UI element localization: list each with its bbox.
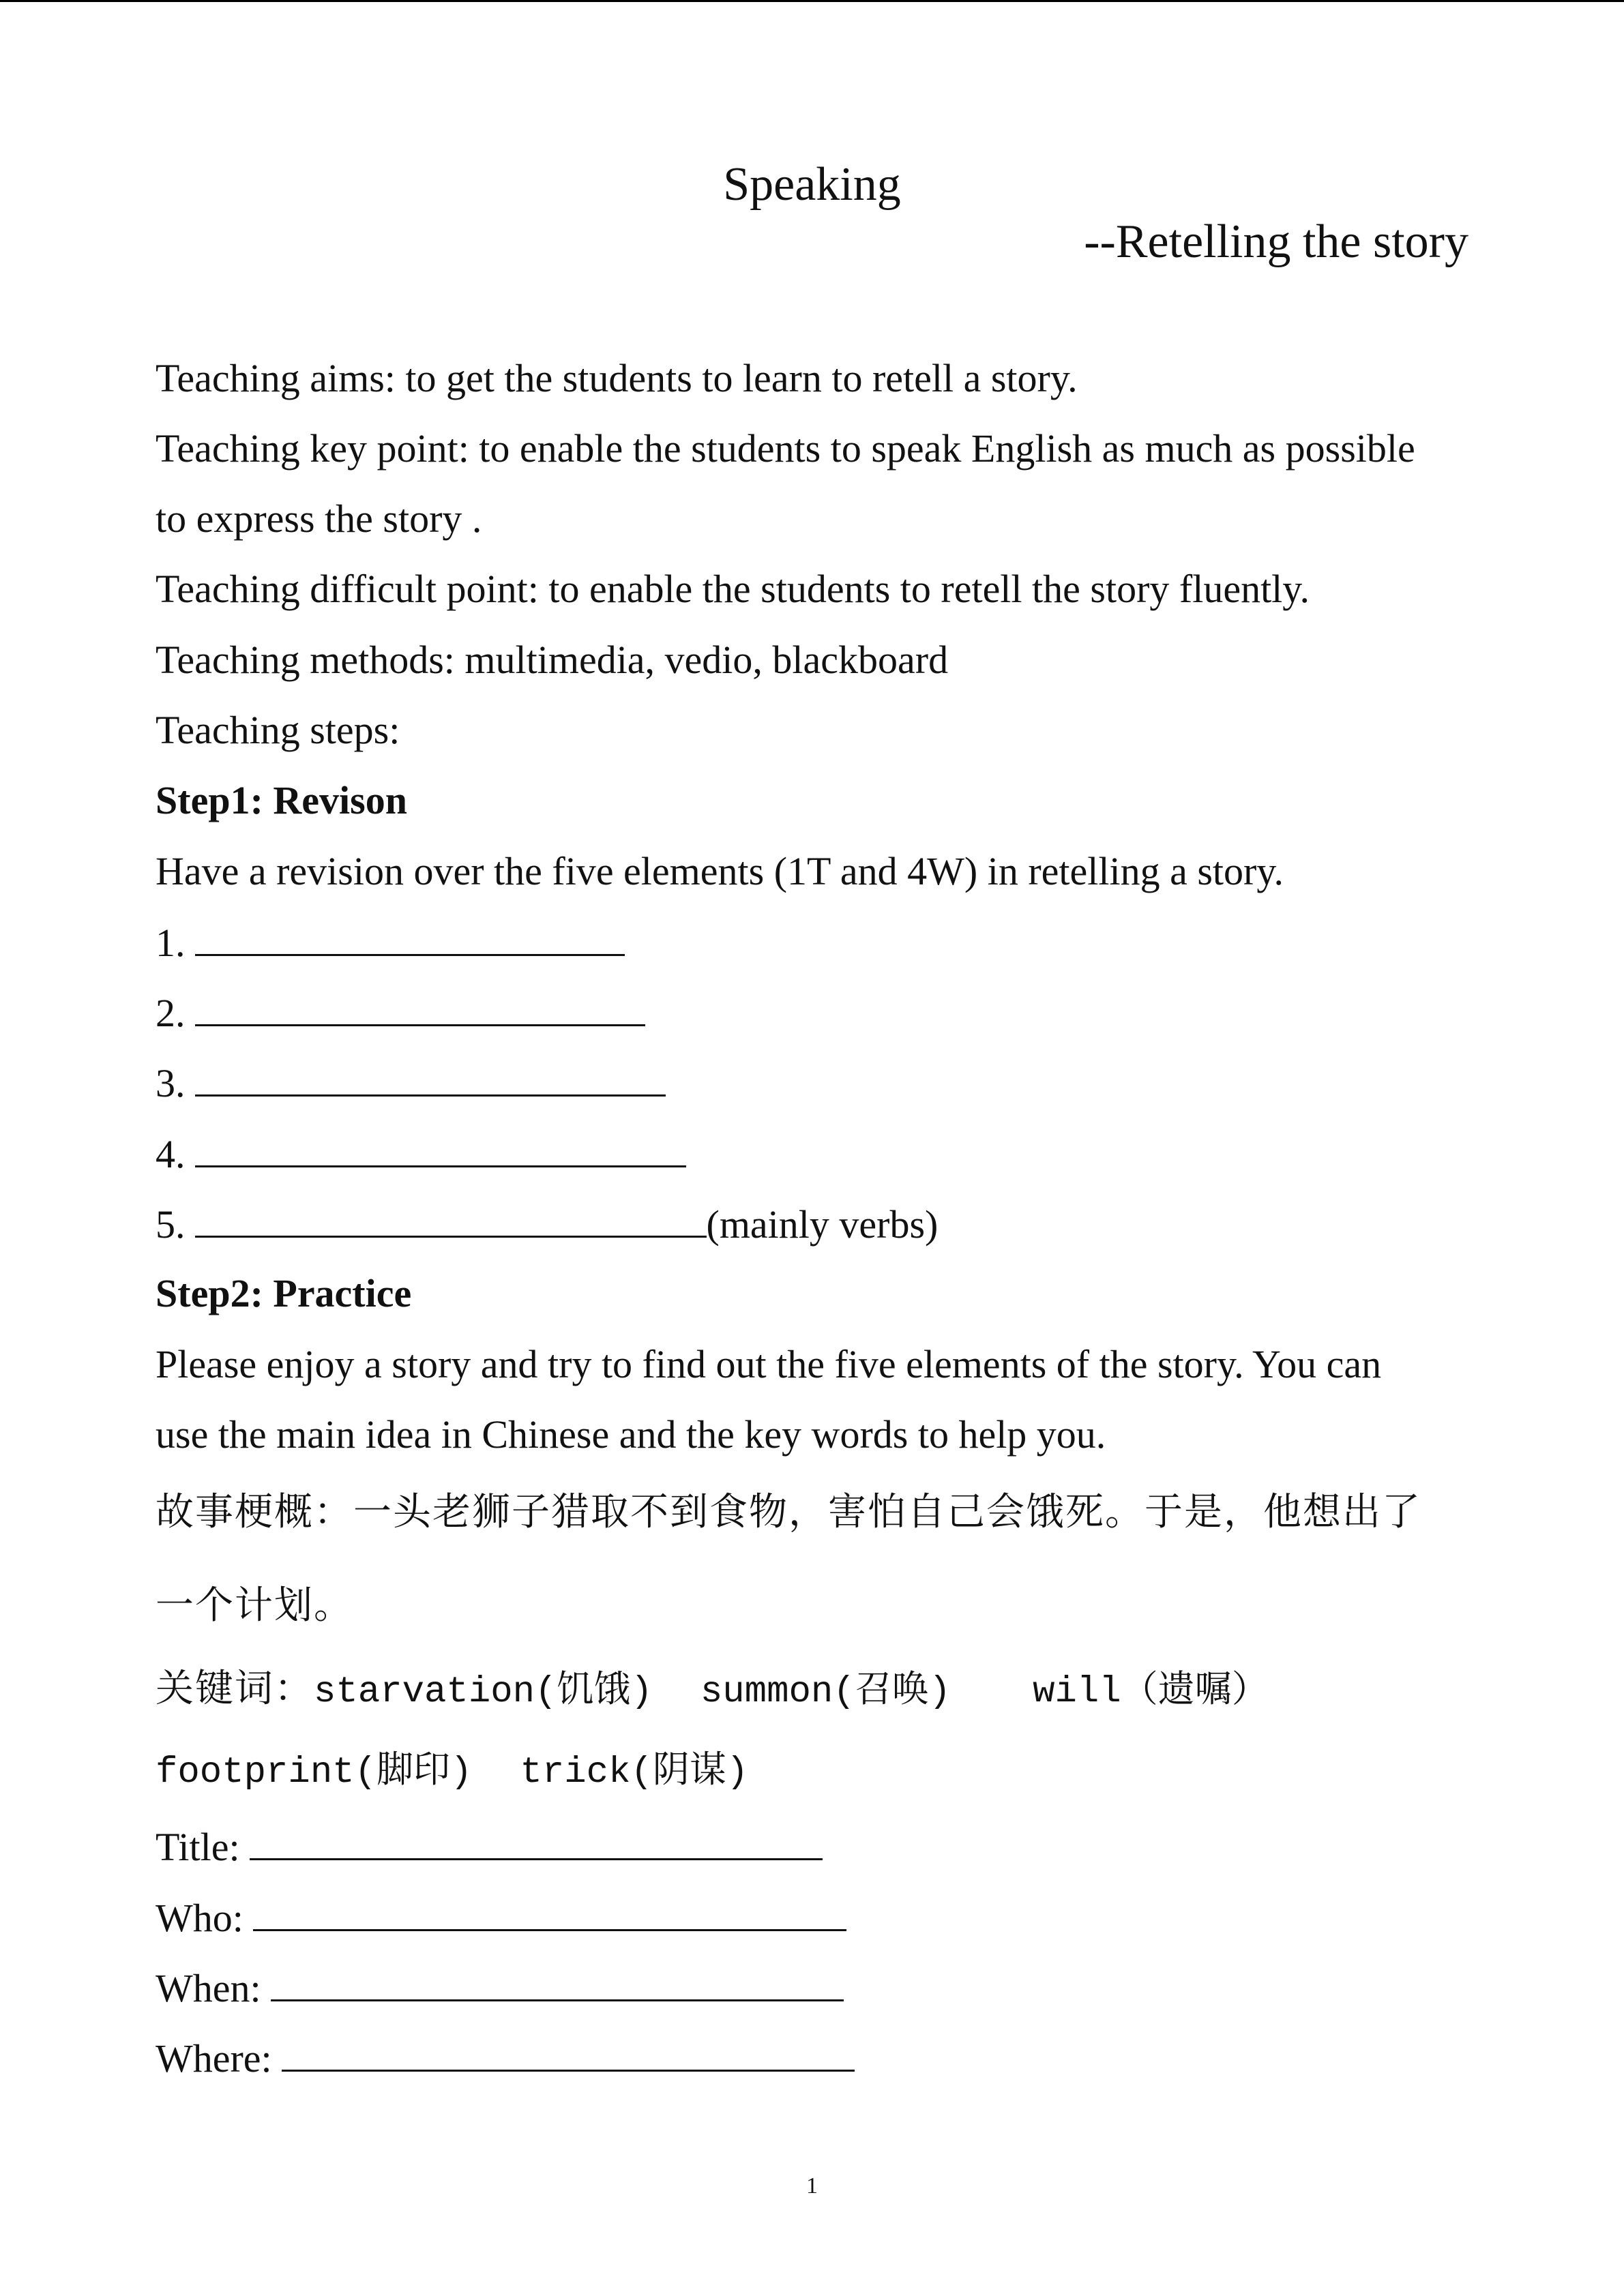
page-number: 1: [806, 2173, 818, 2198]
keyword-will: will（遗嘱）: [1033, 1671, 1269, 1713]
answer-blank[interactable]: [195, 1196, 707, 1238]
step2-instruction-line1: Please enjoy a story and try to find out the five elements of the story. You can: [156, 1342, 1382, 1386]
revision-item-4: [156, 1126, 686, 1182]
field-where-label: Where:: [156, 2036, 272, 2081]
keyword-starvation: starvation(饥饿): [314, 1671, 653, 1713]
field-title: [156, 1819, 823, 1875]
field-who: [156, 1890, 846, 1945]
who-answer-blank[interactable]: [253, 1890, 846, 1931]
teaching-key-point-line1: Teaching key point: to enable the students to speak English as much as possible: [156, 426, 1415, 471]
field-when: [156, 1960, 844, 2016]
teaching-key-point-line2: to express the story .: [156, 496, 482, 541]
step1-instruction: Have a revision over the five elements (1T and 4W) in retelling a story.: [156, 849, 1284, 893]
field-who-label: Who:: [156, 1896, 243, 1940]
teaching-steps-heading: Teaching steps:: [156, 708, 400, 752]
revision-item-number: 1.: [156, 921, 186, 965]
keywords-label: 关键词：: [156, 1667, 314, 1711]
where-answer-blank[interactable]: [282, 2030, 855, 2072]
document-page: [156, 0, 1468, 2296]
revision-item-3: [156, 1055, 666, 1111]
revision-item-number: 5.: [156, 1202, 186, 1247]
revision-item-2: [156, 985, 645, 1041]
title-answer-blank[interactable]: [250, 1819, 823, 1860]
keyword-footprint: footprint(脚印): [156, 1752, 473, 1793]
revision-item-5: [156, 1196, 938, 1252]
field-title-label: Title:: [156, 1825, 240, 1869]
when-answer-blank[interactable]: [271, 1960, 844, 2001]
answer-blank[interactable]: [195, 1055, 666, 1097]
answer-blank[interactable]: [195, 985, 645, 1026]
keyword-trick: trick(阴谋): [520, 1752, 749, 1793]
teaching-difficult-point: Teaching difficult point: to enable the students to retell the story fluently.: [156, 567, 1310, 611]
revision-item-hint: (mainly verbs): [706, 1202, 939, 1247]
field-when-label: When:: [156, 1966, 261, 2010]
keywords-line2: [156, 1742, 748, 1800]
answer-blank[interactable]: [195, 1126, 686, 1167]
teaching-methods: Teaching methods: multimedia, vedio, blackboard: [156, 638, 949, 682]
revision-item-number: 2.: [156, 991, 186, 1035]
step2-instruction-line2: use the main idea in Chinese and the key words to help you.: [156, 1412, 1106, 1457]
teaching-aims: Teaching aims: to get the students to learn to retell a story.: [156, 356, 1078, 400]
revision-item-number: 4.: [156, 1132, 186, 1176]
step1-heading: Step1: Revison: [156, 778, 407, 822]
step2-heading: Step2: Practice: [156, 1271, 412, 1315]
story-summary-line1: 故事梗概：一头老狮子猎取不到食物，害怕自己会饿死。于是，他想出了: [156, 1490, 1421, 1534]
document-subtitle: --Retelling the story: [1084, 215, 1468, 268]
field-where: [156, 2030, 855, 2086]
keyword-summon: summon(召唤): [700, 1671, 951, 1713]
document-title: Speaking: [723, 158, 901, 211]
keywords-line1: [156, 1661, 1269, 1720]
revision-item-number: 3.: [156, 1061, 186, 1105]
story-summary-line2: 一个计划。: [156, 1583, 353, 1628]
revision-item-1: [156, 914, 625, 970]
answer-blank[interactable]: [195, 914, 625, 956]
